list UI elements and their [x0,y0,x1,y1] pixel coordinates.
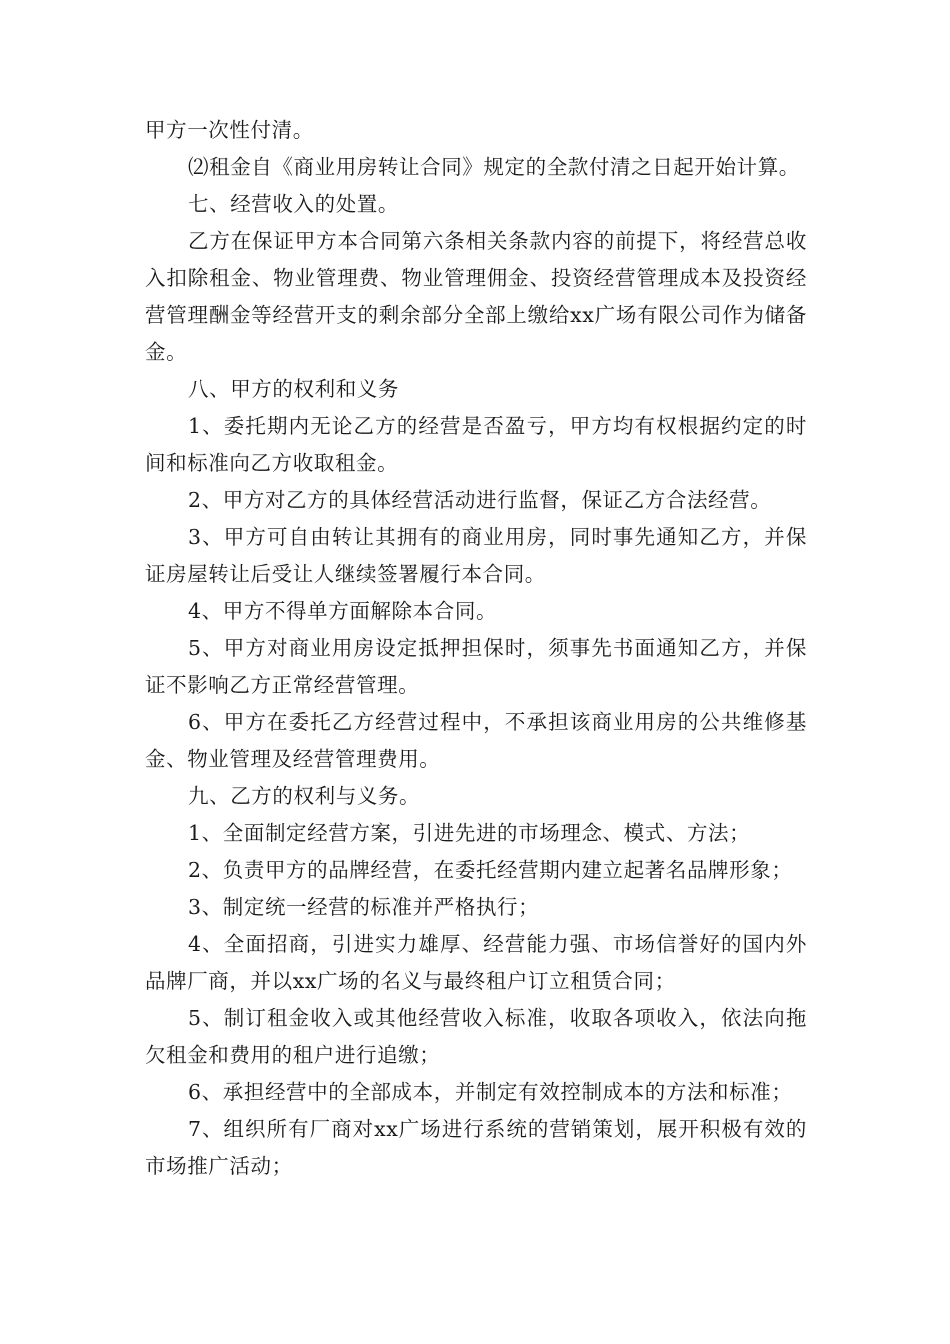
section-heading-8: 八、甲方的权利和义务 [188,377,399,401]
paragraph-13: 2、负责甲方的品牌经营，在委托经营期内建立起著名品牌形象； [188,858,793,882]
paragraph-7: 3、甲方可自由转让其拥有的商业用房，同时事先通知乙方，并保证房屋转让后受让人继续签署履行本合同。 [145,525,807,586]
paragraph-6: 2、甲方对乙方的具体经营活动进行监督，保证乙方合法经营。 [188,488,772,512]
paragraph-3: 乙方在保证甲方本合同第六条相关条款内容的前提下，将经营总收入扣除租金、物业管理费、物业管理佣金、投资经营管理成本及投资经营管理酬金等经营开支的剩余部分全部上缴给xx广场有限公司作为储备金。 [145,229,807,364]
paragraph-17: 6、承担经营中的全部成本，并制定有效控制成本的方法和标准； [188,1080,793,1104]
paragraph-1: ⑵租金自《商业用房转让合同》规定的全款付清之日起开始计算。 [188,155,800,179]
paragraph-15: 4、全面招商，引进实力雄厚、经营能力强、市场信誉好的国内外品牌厂商，并以xx广场的名义与最终租户订立租赁合同； [145,932,807,993]
paragraph-16: 5、制订租金收入或其他经营收入标准，收取各项收入，依法向拖欠租金和费用的租户进行追缴； [145,1006,807,1067]
paragraph-10: 6、甲方在委托乙方经营过程中，不承担该商业用房的公共维修基金、物业管理及经营管理费用。 [145,710,807,771]
section-heading-7: 七、经营收入的处置。 [188,192,399,216]
paragraph-12: 1、全面制定经营方案，引进先进的市场理念、模式、方法； [188,821,751,845]
paragraph-8: 4、甲方不得单方面解除本合同。 [188,599,498,623]
paragraph-5: 1、委托期内无论乙方的经营是否盈亏，甲方均有权根据约定的时间和标准向乙方收取租金。 [145,414,807,475]
paragraph-0: 甲方一次性付清。 [145,118,314,142]
paragraph-9: 5、甲方对商业用房设定抵押担保时，须事先书面通知乙方，并保证不影响乙方正常经营管理。 [145,636,807,697]
document-body [145,112,807,1185]
paragraph-14: 3、制定统一经营的标准并严格执行； [188,895,540,919]
section-heading-9: 九、乙方的权利与义务。 [188,784,421,808]
paragraph-18: 7、组织所有厂商对xx广场进行系统的营销策划，展开积极有效的市场推广活动； [145,1117,807,1178]
